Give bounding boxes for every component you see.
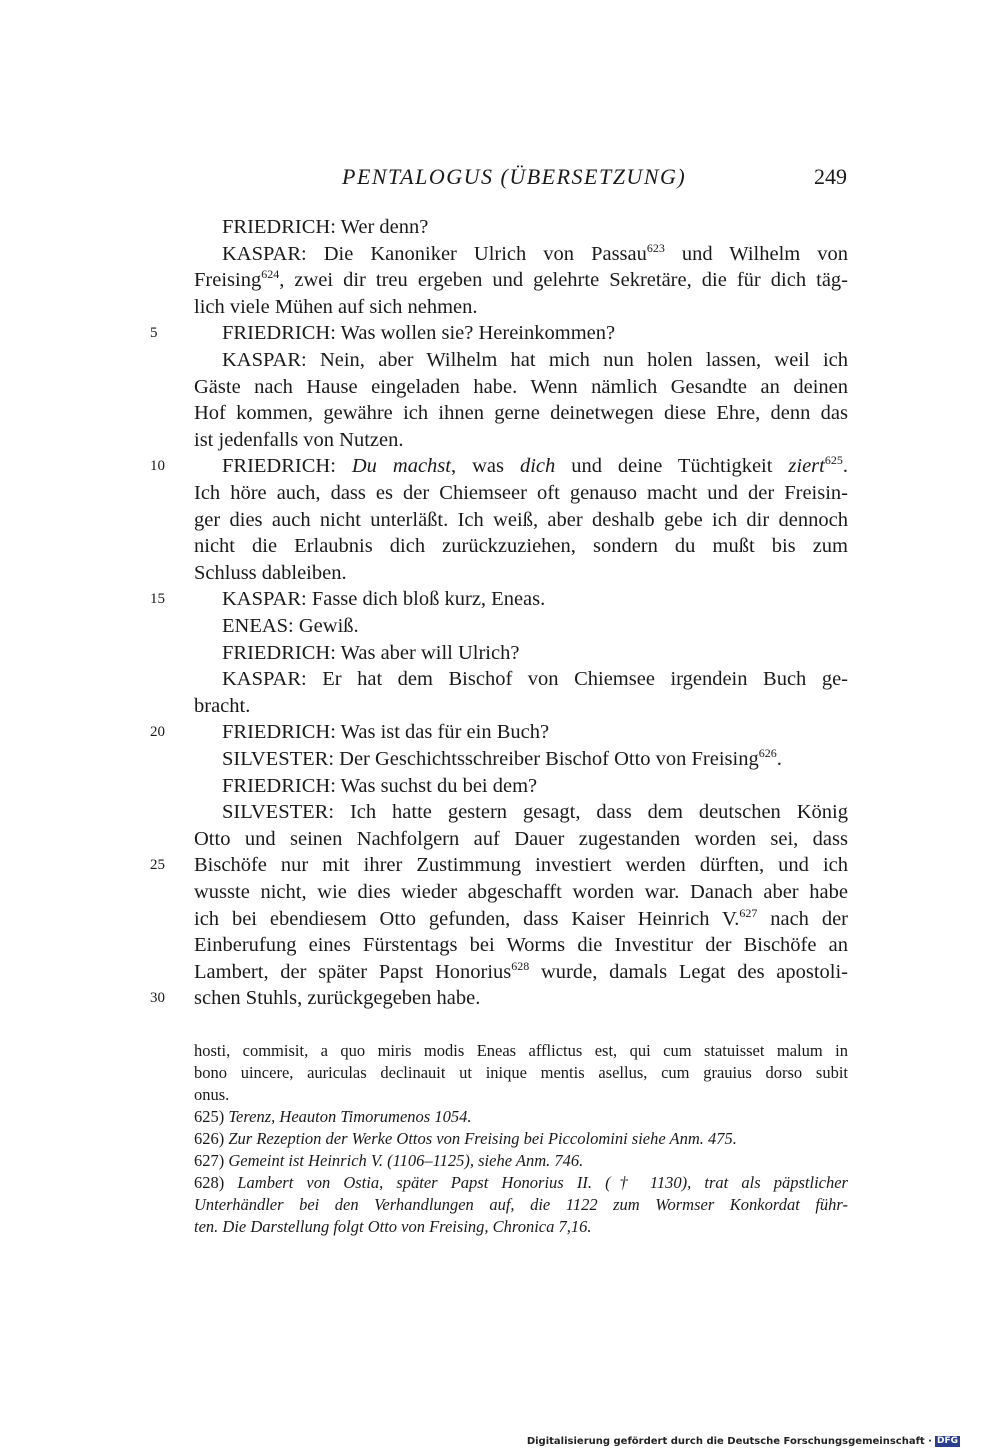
line-number-30: 30: [150, 990, 165, 1006]
text-line-5: FRIEDRICH: Was wollen sie? Hereinkommen?: [222, 322, 616, 344]
line-number-15: 15: [150, 591, 165, 607]
text-line-19: bracht.: [194, 695, 251, 717]
text-line-15: KASPAR: Fasse dich bloß kurz, Eneas.: [222, 588, 546, 610]
text-line-12: ger dies auch nicht unterläßt. Ich weiß, aber deshalb gebe ich dir dennoch: [194, 509, 848, 531]
text-line-13: nicht die Erlaubnis dich zurückzuziehen, sondern du mußt bis zum: [194, 535, 848, 557]
text-line-17: FRIEDRICH: Was aber will Ulrich?: [222, 642, 520, 664]
text-line-30: schen Stuhls, zurückgegeben habe.: [194, 987, 481, 1009]
footnote-continuation-line-2: bono uincere, auriculas declinauit ut inique mentis asellus, cum grauius dorso subit: [194, 1063, 848, 1082]
text-line-7: Gäste nach Hause eingeladen habe. Wenn nämlich Gesandte an deinen: [194, 376, 848, 398]
text-line-10: FRIEDRICH: Du machst, was dich und deine Tüchtigkeit ziert$^{625}$.: [222, 453, 848, 477]
text-line-2: KASPAR: Die Kanoniker Ulrich von Passau$^{623}$ und Wilhelm von: [222, 241, 848, 265]
text-line-29: Lambert, der später Papst Honorius$^{628}$ wurde, damals Legat des apostoli-: [194, 959, 849, 983]
line-number-25: 25: [150, 857, 165, 873]
footnote-continuation-line-1: hosti, commisit, a quo miris modis Eneas afflictus est, qui cum statuisset malum in: [194, 1041, 848, 1060]
text-line-11: Ich höre auch, dass es der Chiemseer oft genauso macht und der Freisin-: [194, 482, 848, 504]
footnote-ref-625[interactable]: 625: [824, 453, 843, 467]
text-line-4: lich viele Mühen auf sich nehmen.: [194, 296, 478, 318]
text-line-6: KASPAR: Nein, aber Wilhelm hat mich nun holen lassen, weil ich: [222, 349, 848, 371]
text-line-9: ist jedenfalls von Nutzen.: [194, 429, 404, 451]
text-line-8: Hof kommen, gewähre ich ihnen gerne deinetwegen diese Ehre, denn das: [194, 402, 848, 424]
footnote-ref-626[interactable]: 626: [758, 746, 777, 760]
footnote-628-line-3: ten. Die Darstellung folgt Otto von Freising, Chronica 7,16.: [194, 1217, 592, 1236]
page-number: 249: [814, 164, 847, 189]
text-line-22: FRIEDRICH: Was suchst du bei dem?: [222, 775, 538, 797]
text-line-14: Schluss dableiben.: [194, 562, 347, 584]
digitization-credit-text: Digitalisierung gefördert durch die Deutsche Forschungsgemeinschaft ·: [526, 1436, 932, 1447]
digitization-credit: [527, 1436, 960, 1447]
running-header-title: PENTALOGUS (ÜBERSETZUNG): [342, 164, 687, 189]
text-line-25: Bischöfe nur mit ihrer Zustimmung investiert werden dürften, und ich: [194, 854, 848, 876]
text-line-28: Einberufung eines Fürstentags bei Worms die Investitur der Bischöfe an: [194, 934, 848, 956]
footnote-627: 627) Gemeint ist Heinrich V. (1106–1125), siehe Anm. 746.: [194, 1151, 584, 1170]
footnote-continuation-line-3: onus.: [194, 1085, 230, 1104]
dfg-logo: DFG: [936, 1436, 958, 1446]
text-line-18: KASPAR: Er hat dem Bischof von Chiemsee irgendein Buch ge-: [222, 668, 848, 690]
footnote-626: 626) Zur Rezeption der Werke Ottos von Freising bei Piccolomini siehe Anm. 475.: [194, 1129, 737, 1148]
footnote-628-line-2: Unterhändler bei den Verhandlungen auf, die 1122 zum Wormser Konkordat führ-: [194, 1195, 848, 1214]
footnote-ref-623[interactable]: 623: [646, 241, 665, 255]
line-number-10: 10: [150, 458, 165, 474]
text-line-26: wusste nicht, wie dies wieder abgeschafft worden war. Danach aber habe: [194, 881, 848, 903]
text-line-23: SILVESTER: Ich hatte gestern gesagt, dass dem deutschen König: [222, 801, 848, 823]
line-number-5: 5: [150, 325, 158, 341]
text-line-1: FRIEDRICH: Wer denn?: [222, 216, 429, 238]
text-line-16: ENEAS: Gewiß.: [222, 615, 359, 637]
line-number-20: 20: [150, 724, 165, 740]
text-line-21: SILVESTER: Der Geschichtsschreiber Bischof Otto von Freising$^{626}$.: [222, 746, 782, 770]
text-line-20: FRIEDRICH: Was ist das für ein Buch?: [222, 721, 550, 743]
text-line-3: Freising$^{624}$, zwei dir treu ergeben und gelehrte Sekretäre, die für dich täg-: [194, 267, 848, 291]
footnote-ref-627[interactable]: 627: [739, 906, 758, 920]
footnote-ref-628[interactable]: 628: [511, 959, 530, 973]
footnote-ref-624[interactable]: 624: [261, 267, 280, 281]
text-line-24: Otto und seinen Nachfolgern auf Dauer zugestanden worden sei, dass: [194, 828, 848, 850]
footnote-628-line-1: 628) Lambert von Ostia, später Papst Honorius II. († 1130), trat als päpstlicher: [194, 1173, 848, 1192]
footnote-625: 625) Terenz, Heauton Timorumenos 1054.: [194, 1107, 472, 1126]
text-line-27: ich bei ebendiesem Otto gefunden, dass Kaiser Heinrich V.$^{627}$ nach der: [194, 906, 848, 930]
